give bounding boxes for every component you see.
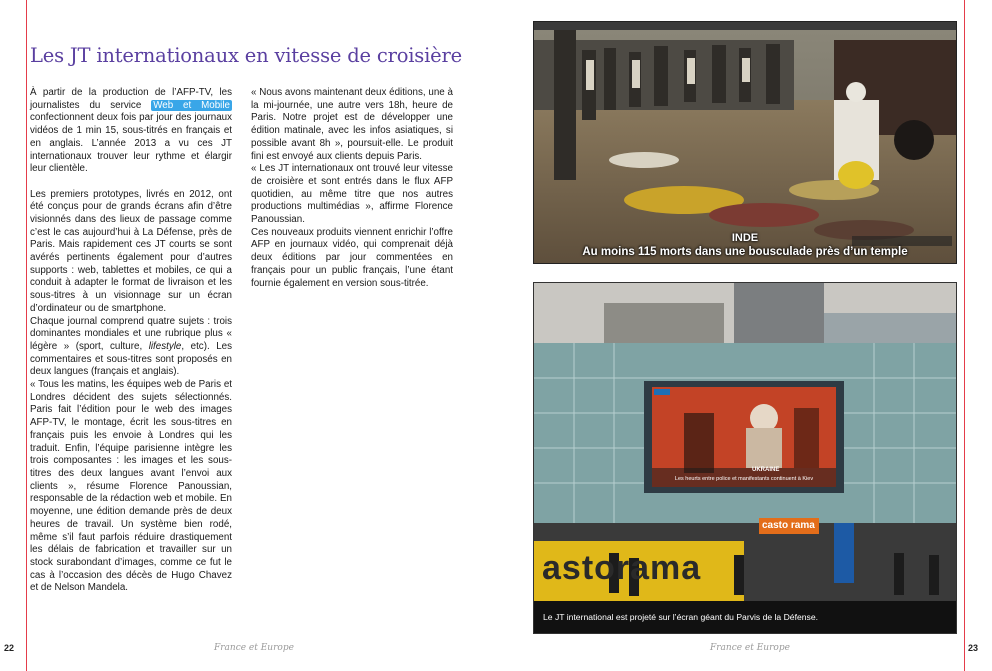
article-column-1 — [30, 87, 232, 595]
text-run: Chaque journal comprend quatre sujets : trois dominantes mondiales et une rubrique plus « légère » (sport, culture, — [30, 315, 232, 352]
right-page-number: 23 — [968, 643, 979, 653]
la-defense-photo — [533, 282, 957, 634]
text-run: confectionnent deux fois par jour des journaux vidéos de 1 min 15, sous-titrés en français et en anglais. L’année 2013 a vu ces JT internationaux trouver leur rythme et élargir leur clientèle. — [30, 112, 232, 175]
paragraph: Ces nouveaux produits viennent enrichir l’offre AFP en journaux vidéo, qui comprenait déjà deux éditions par jour commentées en français pour un public français, l’une étant fournie également en version sous-titrée. — [251, 226, 453, 289]
india-news-photo — [533, 21, 957, 264]
crowd-scene-image — [534, 30, 956, 263]
paragraph — [30, 87, 232, 176]
right-section-label: France et Europe — [710, 643, 790, 653]
paragraph — [30, 316, 232, 380]
text-run: , etc). Les commentaires et sous-titres sont proposés en deux langues (français et anglais). — [30, 340, 233, 378]
store-sign-small: casto rama — [762, 520, 815, 531]
paragraph: « Les JT internationaux ont trouvé leur vitesse de croisière et sont entrés dans le flux AFP quotidien, au même titre que nos autres productions multimédias », affirme Florence Panoussian. — [251, 163, 453, 226]
paragraph: « Nous avons maintenant deux éditions, une à la mi-journée, une autre vers 18h, heure de Paris. Notre projet est de développer une édition matinale, avec les infos asiatiques, si possible avant 8h », poursuit-elle. Le produit fini est envoyé aux clients depuis Paris. — [251, 87, 453, 162]
photo-caption: Le JT international est projeté sur l’écran géant du Parvis de la Défense. — [534, 601, 956, 633]
highlighted-text: Web et Mobile — [153, 99, 230, 111]
left-page-border — [26, 0, 27, 671]
video-player-titlebar — [534, 22, 956, 30]
screen-country-label: UKRAINE — [752, 467, 780, 473]
right-page-border — [964, 0, 965, 671]
article-title: Les JT internationaux en vitesse de croisière — [30, 44, 462, 67]
paragraph: « Tous les matins, les équipes web de Paris et Londres décident des sujets sélectionnés. Paris fait l’édition pour le web des images AFP-TV, le montage, écrit les sous-titres en français puis les envoie à Londres qui les traduit. Enfin, l’équipe parisienne intègre les trois composantes : les images et les sous-titres des deux langues avant l’envoi aux clients », résume Florence Panoussian, responsable de la rédaction web et mobile. En moyenne, une édition demande près de deux heures de travail. Un système bien rodé, même s’il faut parfois réduire drastiquement les délais de fabrication et travailler sur un stock surabondant d’images, comme ce fut le cas à l’occasion des décès de Hugo Chavez et de Nelson Mandela. — [30, 379, 232, 594]
paragraph: Les premiers prototypes, livrés en 2012, ont été conçus pour de grands écrans afin d’être visionnés dans des lieux de passage comme c’est le cas aujourd’hui à La Défense, près de Paris. Mais rapidement ces JT courts se sont avérés pertinents également pour d’autres supports : web, tablettes et mobiles, ce qui a conduit à adapter le format de livraison et les sous-titres à un visionnage sur un écran d’ordinateur ou de smartphone. — [30, 188, 232, 314]
store-sign-large: astorama — [542, 549, 702, 587]
left-section-label: France et Europe — [214, 643, 294, 653]
caption-headline: Au moins 115 morts dans une bousculade près d’un temple — [582, 246, 908, 258]
screen-subtitle: Les heurts entre police et manifestants continuent à Kiev — [674, 476, 814, 482]
caption-country: INDE — [731, 232, 759, 244]
text-run: À partir de la production de l’AFP-TV, les journalistes du service — [30, 87, 232, 111]
video-caption — [534, 232, 956, 259]
italic-text: lifestyle — [148, 340, 182, 352]
article-column-2 — [251, 87, 453, 290]
left-page-number: 22 — [4, 643, 15, 653]
